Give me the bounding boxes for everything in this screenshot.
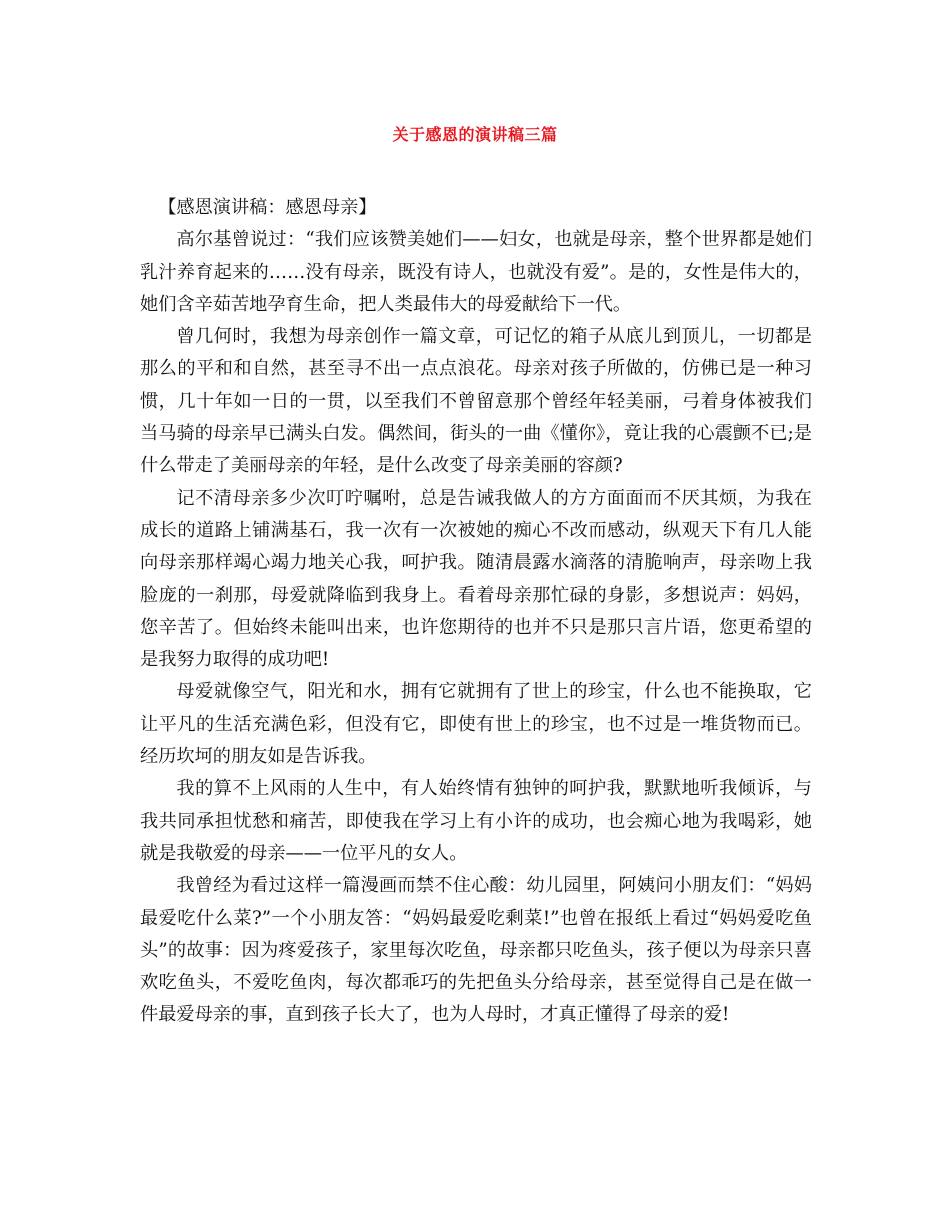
paragraph-2: 曾几何时，我想为母亲创作一篇文章，可记忆的箱子从底儿到顶儿，一切都是那么的平和和自然，甚至寻不出一点点浪花。母亲对孩子所做的，仿佛已是一种习惯，几十年如一日的一贯，以至我们不曾留意那个曾经年轻美丽，弓着身体被我们当马骑的母亲早已满头白发。偶然间，街头的一曲《懂你》，竟让我的心震颤不已;是什么带走了美丽母亲的年轻，是什么改变了母亲美丽的容颜?	[140, 326, 812, 477]
document-title: 关于感恩的演讲稿三篇	[392, 125, 558, 144]
paragraph-3: 记不清母亲多少次叮咛嘱咐，总是告诫我做人的方方面面而不厌其烦，为我在成长的道路上铺满基石，我一次有一次被她的痴心不改而感动，纵观天下有几人能向母亲那样竭心竭力地关心我，呵护我。随清晨露水滴落的清脆响声，母亲吻上我脸庞的一刹那，母爱就降临到我身上。看着母亲那忙碌的身影，多想说声：妈妈，您辛苦了。但始终未能叫出来，也许您期待的也并不只是那只言片语，您更希望的是我努力取得的成功吧!	[140, 487, 812, 671]
paragraph-6: 我曾经为看过这样一篇漫画而禁不住心酸：幼儿园里，阿姨问小朋友们：“妈妈最爱吃什么菜?”一个小朋友答：“妈妈最爱吃剩菜!”也曾在报纸上看过“妈妈爱吃鱼头”的故事：因为疼爱孩子，家里每次吃鱼，母亲都只吃鱼头，孩子便以为母亲只喜欢吃鱼头，不爱吃鱼肉，每次都乖巧的先把鱼头分给母亲，甚至觉得自己是在做一件最爱母亲的事，直到孩子长大了，也为人母时，才真正懂得了母亲的爱!	[140, 875, 812, 1026]
document-body	[140, 192, 812, 1032]
section-heading: 【感恩演讲稿：感恩母亲】	[158, 197, 377, 218]
paragraph-4: 母爱就像空气，阳光和水，拥有它就拥有了世上的珍宝，什么也不能换取，它让平凡的生活充满色彩，但没有它，即使有世上的珍宝，也不过是一堆货物而已。经历坎坷的朋友如是告诉我。	[140, 681, 812, 768]
paragraph-1: 高尔基曾说过：“我们应该赞美她们——妇女，也就是母亲，整个世界都是她们乳汁养育起来的……没有母亲，既没有诗人，也就没有爱”。是的，女性是伟大的，她们含辛茹苦地孕育生命，把人类最伟大的母爱献给下一代。	[140, 229, 812, 315]
paragraph-5: 我的算不上风雨的人生中，有人始终情有独钟的呵护我，默默地听我倾诉，与我共同承担忧愁和痛苦，即使我在学习上有小许的成功，也会痴心地为我喝彩，她就是我敬爱的母亲——一位平凡的女人。	[140, 778, 812, 864]
